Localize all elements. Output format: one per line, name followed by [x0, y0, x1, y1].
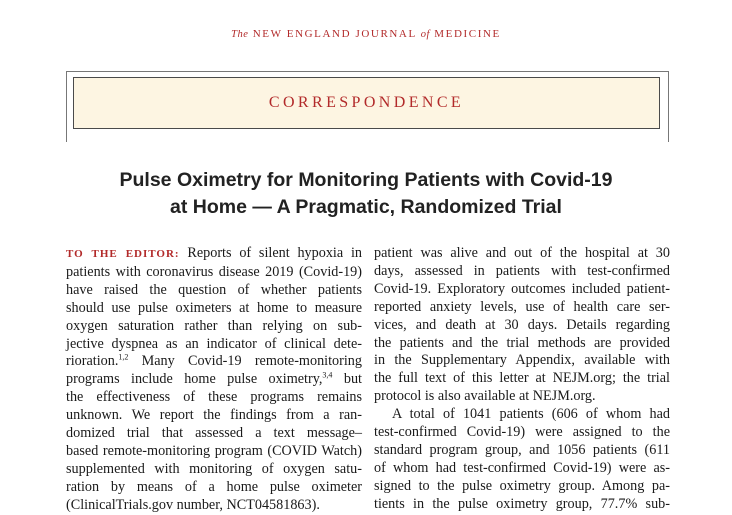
body-line: unknown. We report the findings from a ran-	[66, 407, 362, 424]
body-line: of whom had test-confirmed Covid-19) were as-	[374, 459, 670, 476]
body-line: ration by means of a home pulse oximeter	[66, 478, 362, 495]
frame-left-rule	[66, 71, 67, 142]
body-line: jective dyspnea as an indicator of clinical dete-	[66, 335, 362, 352]
body-line: have raised the question of whether patients	[66, 281, 362, 298]
body-line: domized trial that assessed a text message–	[66, 425, 362, 442]
body-line: supplemented with monitoring of oxygen satu-	[66, 460, 362, 477]
section-banner	[73, 77, 660, 129]
body-line: protocol is also available at NEJM.org.	[374, 388, 596, 405]
section-title: CORRESPONDENCE	[268, 94, 465, 111]
body-line: TO THE EDITOR: Reports of silent hypoxia in	[66, 245, 363, 261]
frame-right-rule	[668, 71, 669, 142]
body-line: rioration.$^{1,2}$ Many Covid-19 remote-monitoring	[66, 352, 362, 370]
reference-marker: 3,4	[322, 370, 333, 380]
article-title	[40, 167, 692, 221]
body-column-left	[66, 245, 362, 515]
frame-top-rule	[66, 71, 669, 72]
body-line: tients in the pulse oximetry group, 77.7% sub-	[374, 495, 670, 512]
reference-marker: 1,2	[118, 352, 129, 362]
masthead-name-b: MEDICINE	[434, 28, 501, 40]
body-line: (ClinicalTrials.gov number, NCT04581863).	[66, 496, 320, 513]
article-title-line-1: Pulse Oximetry for Monitoring Patients with Covid-19	[119, 169, 613, 191]
body-line: based remote-monitoring program (COVID Watch)	[66, 442, 362, 459]
body-line: patient was alive and out of the hospital at 30	[374, 245, 670, 261]
body-column-right	[374, 245, 670, 514]
body-line: oxygen saturation rather than relying on sub-	[66, 317, 362, 334]
body-line: signed to the pulse oximetry group. Among pa-	[374, 477, 670, 494]
masthead-the: The	[231, 29, 249, 40]
body-line: test-confirmed Covid-19) were assigned to the	[374, 424, 670, 441]
body-line: reported anxiety levels, use of health care ser-	[374, 298, 670, 315]
masthead-of: of	[420, 29, 430, 40]
body-line: should use pulse oximeters at home to measure	[66, 299, 362, 316]
body-line: A total of 1041 patients (606 of whom had	[392, 406, 670, 423]
body-line: programs include home pulse oximetry,$^{3,4}$ but	[66, 370, 362, 388]
body-line: vices, and death at 30 days. Details regarding	[374, 316, 670, 333]
article-title-line-2: at Home — A Pragmatic, Randomized Trial	[170, 196, 562, 218]
body-line: days, assessed in patients with test-confirmed	[374, 262, 670, 279]
body-line: Covid-19. Exploratory outcomes included patient-	[374, 280, 670, 297]
body-line: the full text of this letter at NEJM.org; the trial	[374, 370, 670, 387]
body-line: in the Supplementary Appendix, available with	[374, 352, 670, 369]
body-line: the patients and the trial methods are provided	[374, 334, 670, 351]
masthead-name-a: NEW ENGLAND JOURNAL	[252, 28, 417, 40]
journal-masthead	[0, 28, 732, 40]
lead-in: TO THE EDITOR:	[66, 248, 180, 260]
body-line: standard program group, and 1056 patients (611	[374, 441, 670, 458]
body-line: the effectiveness of these programs remains	[66, 389, 362, 406]
body-line: patients with coronavirus disease 2019 (Covid-19)	[66, 263, 362, 280]
